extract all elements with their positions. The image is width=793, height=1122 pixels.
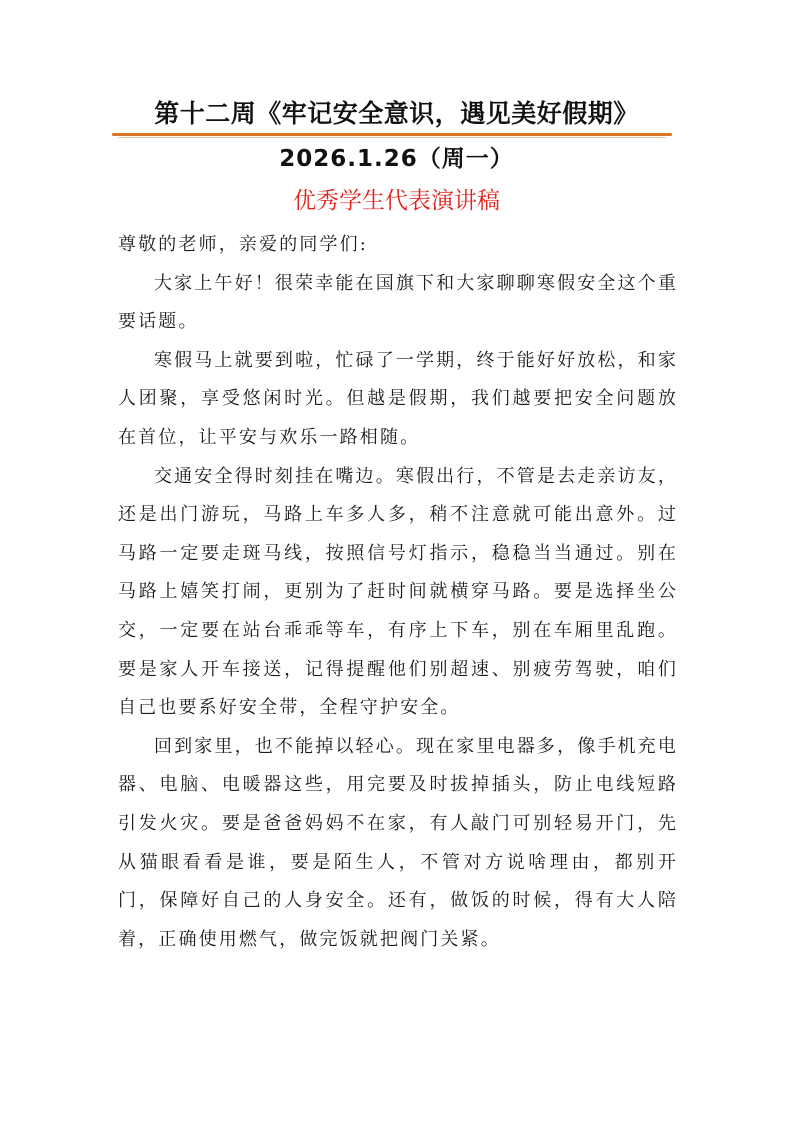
paragraph-holiday-intro: 寒假马上就要到啦，忙碌了一学期，终于能好好放松，和家人团聚，享受悠闲时光。但越是假期，我们越要把安全问题放在首位，让平安与欢乐一路相随。	[118, 349, 678, 448]
document-subtitle: 优秀学生代表演讲稿	[293, 188, 500, 214]
paragraph-home-safety: 回到家里，也不能掉以轻心。现在家里电器多，像手机充电器、电脑、电暖器这些，用完要及时拔掉插头，防止电线短路引发火灾。要是爸爸妈妈不在家，有人敲门可别轻易开门，先从猫眼看看是谁，要是陌生人，不管对方说啥理由，都别开门，保障好自己的人身安全。还有，做饭的时候，得有大人陪着，正确使用燃气，做完饭就把阀门关紧。	[118, 735, 678, 950]
document-date: 2026.1.26（周一）	[279, 146, 514, 172]
paragraph-opening: 大家上午好！很荣幸能在国旗下和大家聊聊寒假安全这个重要话题。	[118, 272, 678, 333]
title-underline-shadow	[118, 137, 666, 138]
document-title: 第十二周《牢记安全意识，遇见美好假期》	[154, 99, 639, 128]
title-underline	[112, 133, 672, 136]
greeting-line: 尊敬的老师，亲爱的同学们:	[118, 234, 369, 255]
speech-body	[118, 226, 678, 959]
paragraph-traffic-safety: 交通安全得时刻挂在嘴边。寒假出行，不管是去走亲访友，还是出门游玩，马路上车多人多，稍不注意就可能出意外。过马路一定要走斑马线，按照信号灯指示，稳稳当当通过。别在马路上嬉笑打闹，更别为了赶时间就横穿马路。要是选择坐公交，一定要在站台乖乖等车，有序上下车，别在车厢里乱跑。要是家人开车接送，记得提醒他们别超速、别疲劳驾驶，咱们自己也要系好安全带，全程守护安全。	[118, 465, 678, 719]
